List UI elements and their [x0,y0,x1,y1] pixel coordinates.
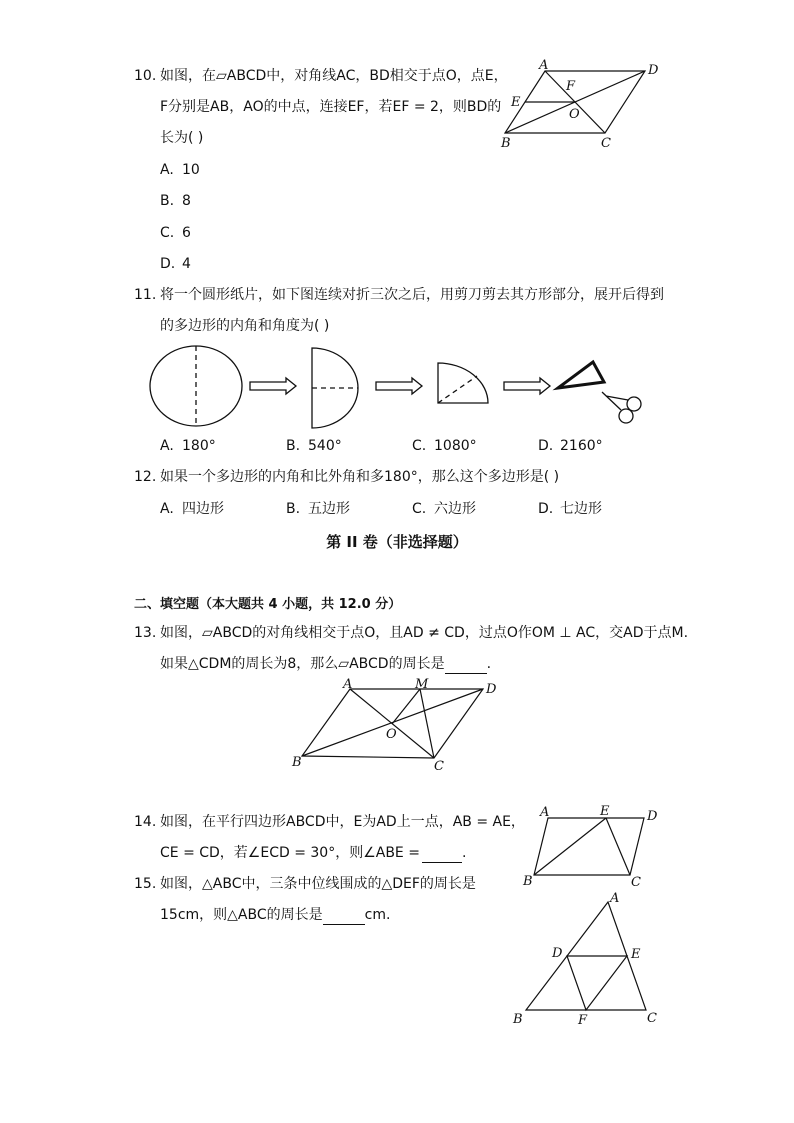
q10-parallelogram-figure [495,58,670,153]
q13-number: 13. [134,625,157,641]
q13-label-m: M [415,677,429,692]
q10-text-1: 如图，在▱ABCD中，对角线AC，BD相交于点O，点E， [160,68,508,84]
q11-line-1 [134,285,664,305]
q15-label-b: B [513,1012,523,1027]
q13-label-a: A [343,677,353,692]
q10-text-3: 长为( ) [160,130,204,146]
q14-line-2: CE = CD，若∠ECD = 30°，则∠ABE = . [160,845,467,861]
q15-answer-blank[interactable] [323,910,365,925]
q14-answer-blank[interactable] [422,848,462,863]
q11-number: 11. [134,287,157,303]
q13-label-b: B [292,755,302,770]
q13-parallelogram-figure [288,676,508,776]
q15-line-1 [134,874,476,894]
fill-in-heading: 二、填空题（本大题共 4 小题，共 12.0 分） [134,597,402,612]
q14-text-2: CE = CD，若∠ECD = 30°，则∠ABE = [160,845,420,861]
q11-option-b[interactable]: B. 540° [286,438,342,454]
q13-line-2: 如果△CDM的周长为8，那么▱ABCD的周长是 . [160,656,492,672]
q10-label-a: A [539,58,549,73]
q14-number: 14. [134,814,157,830]
q15-text-2: 15cm，则△ABC的周长是 [160,907,323,923]
q12-number: 12. [134,469,157,485]
q12-text-1: 如果一个多边形的内角和比外角和多180°，那么这个多边形是( ) [160,469,560,485]
q11-paper-folding-figure [140,340,660,435]
q10-label-d: D [648,63,659,78]
q15-text-1: 如图，△ABC中，三条中位线围成的△DEF的周长是 [160,876,476,892]
q13-answer-blank[interactable] [445,659,487,674]
q14-parallelogram-figure [518,800,668,892]
q10-option-d[interactable]: D. 4 [160,256,191,272]
q10-label-f: F [566,79,576,94]
q10-label-e: E [511,95,521,110]
q12-option-b[interactable]: B. 五边形 [286,501,350,517]
q11-text-1: 将一个圆形纸片，如下图连续对折三次之后，用剪刀剪去其方形部分，展开后得到 [160,287,664,303]
q15-label-c: C [647,1011,657,1026]
q10-option-a[interactable]: A. 10 [160,162,200,178]
q10-label-b: B [501,136,511,151]
q13-label-c: C [434,759,444,774]
q15-label-f: F [578,1013,588,1028]
q15-triangle-figure [508,890,668,1030]
q14-label-c: C [631,875,641,890]
q11-option-a[interactable]: A. 180° [160,438,216,454]
q13-label-d: D [486,682,497,697]
q10-label-o: O [569,107,580,122]
q14-line-1 [134,812,525,832]
q14-label-e: E [600,804,610,819]
q14-label-d: D [647,809,658,824]
q12-option-a[interactable]: A. 四边形 [160,501,224,517]
q13-label-o: O [386,727,397,742]
q14-label-b: B [523,874,533,889]
q10-number: 10. [134,68,157,84]
q12-line-1 [134,467,559,487]
q10-line-1 [134,66,508,86]
q15-number: 15. [134,876,157,892]
q15-label-d: D [552,946,563,961]
q13-text-1: 如图，▱ABCD的对角线相交于点O，且AD ≠ CD，过点O作OM ⊥ AC，交AD于点M. [160,625,689,641]
q11-option-c[interactable]: C. 1080° [412,438,477,454]
q15-line-2: 15cm，则△ABC的周长是 cm. [160,907,391,923]
q15-label-e: E [631,947,641,962]
q11-option-d[interactable]: D. 2160° [538,438,603,454]
q10-option-b[interactable]: B. 8 [160,193,191,209]
q12-option-d[interactable]: D. 七边形 [538,501,602,517]
q12-option-c[interactable]: C. 六边形 [412,501,476,517]
q10-option-c[interactable]: C. 6 [160,225,191,241]
q10-text-2: F分别是AB，AO的中点，连接EF，若EF = 2，则BD的 [160,99,502,115]
q14-label-a: A [540,805,550,820]
q13-line-1 [134,623,688,643]
q15-label-a: A [610,891,620,906]
q13-text-2: 如果△CDM的周长为8，那么▱ABCD的周长是 [160,656,445,672]
q14-text-1: 如图，在平行四边形ABCD中，E为AD上一点，AB = AE， [160,814,525,830]
section-2-title: 第 II 卷（非选择题） [326,533,468,551]
q11-text-2: 的多边形的内角和角度为( ) [160,318,330,334]
q10-label-c: C [601,136,611,151]
